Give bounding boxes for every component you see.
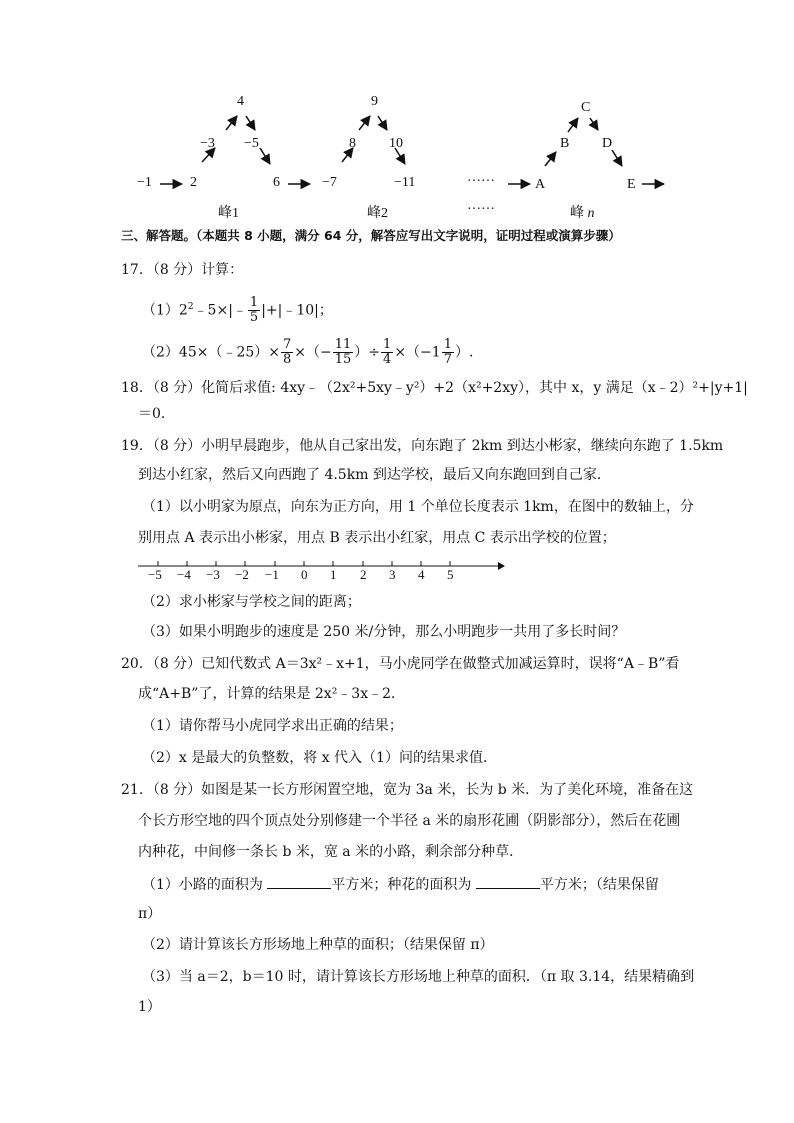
peak2-node-8: 8 xyxy=(349,136,356,151)
peak2-node-neg7: −7 xyxy=(322,175,337,190)
peakn-node-b: B xyxy=(560,136,570,151)
q20-part1: （1）请你帮马小虎同学求出正确的结果； xyxy=(142,718,403,734)
q21-part1-cont: π） xyxy=(138,906,162,922)
q20-line1: 20．（8 分）已知代数式 A＝3x²﹣x+1，马小虎同学在做整式加减运算时，误将“A﹣B”看 xyxy=(121,656,680,672)
q19-part1-line1: （1）以小明家为原点，向东为正方向，用 1 个单位长度表示 1km，在图中的数轴上，分 xyxy=(142,499,694,515)
axis-tick-2: 2 xyxy=(360,567,367,582)
q19-part2: （2）求小彬家与学校之间的距离； xyxy=(142,594,361,610)
axis-tick-3: 3 xyxy=(389,567,396,582)
q21-part3-line1: （3）当 a＝2，b＝10 时，请计算该长方形场地上种草的面积．（π 取 3.14，结果精确到 xyxy=(142,969,695,985)
q19-line1: 19．（8 分）小明早晨跑步，他从自己家出发，向东跑了 2km 到达小彬家，继续向东跑了 1.5km xyxy=(121,438,724,454)
ellipsis-bottom: …… xyxy=(467,198,495,213)
q21-part1: （1）小路的面积为 平方米；种花的面积为 平方米；（结果保留 xyxy=(142,874,659,895)
peakn-node-a: A xyxy=(535,177,546,192)
peak1-node-neg3: −3 xyxy=(200,136,215,151)
peakn-label: 峰 n xyxy=(570,206,595,221)
peakn-node-c: C xyxy=(581,100,591,115)
peak2-label: 峰2 xyxy=(367,206,388,221)
q21-line3: 内种花，中间修一条长 b 米，宽 a 米的小路，剩余部分种草． xyxy=(138,844,524,860)
q20-line2: 成“A+B”了，计算的结果是 2x²﹣3x﹣2． xyxy=(138,686,406,702)
axis-tick-0: 0 xyxy=(301,567,308,582)
peak1-label: 峰1 xyxy=(218,206,239,221)
axis-tick-neg4: −4 xyxy=(177,567,191,582)
q19-line2: 到达小红家，然后又向西跑了 4.5km 到达学校，最后又向东跑回到自己家． xyxy=(138,467,611,483)
axis-tick-neg2: −2 xyxy=(235,567,249,582)
blank-flower-area[interactable] xyxy=(476,874,540,889)
peak1-node-6: 6 xyxy=(273,175,280,190)
peakn-node-d: D xyxy=(602,136,613,151)
q21-part3-line2: 1） xyxy=(138,999,161,1015)
q17-part2: （2）45×（﹣25）× $\frac{7}{8}$ ×（− $\frac{11}{15}$ ）÷ $\frac{1}{4}$ ×（−1 $\frac{1}{7}$ ）. xyxy=(142,337,474,367)
section3-title: 三、解答题。（本题共 8 小题，满分 64 分，解答应写出文字说明，证明过程或演算步骤） xyxy=(121,228,621,243)
peak2-node-neg11: −11 xyxy=(394,175,416,190)
peak2-node-9: 9 xyxy=(371,94,378,109)
q17-part1: $(1)2^2﹣5\times|﹣$ $\frac{1}{5}$ |+|﹣10|； xyxy=(142,295,333,325)
peak-figure xyxy=(120,90,680,230)
axis-tick-neg1: −1 xyxy=(265,567,279,582)
peakn-node-e: E xyxy=(627,177,636,192)
q19-part3: （3）如果小明跑步的速度是 250 米/分钟，那么小明跑步一共用了多长时间？ xyxy=(142,624,626,640)
axis-tick-4: 4 xyxy=(418,567,425,582)
axis-tick-1: 1 xyxy=(330,567,337,582)
q18-line1: 18．（8 分）化简后求值: 4xy﹣（2x²+5xy﹣y²）+2（x²+2xy），其中 x，y 满足（x﹣2）²+|y+1| xyxy=(121,380,748,396)
q18-line2: ＝0． xyxy=(138,406,175,422)
peak1-node-4: 4 xyxy=(237,94,244,109)
axis-tick-neg3: −3 xyxy=(206,567,220,582)
q17-stem: 17．（8 分）计算： xyxy=(121,262,244,278)
blank-path-area[interactable] xyxy=(267,874,331,889)
axis-tick-5: 5 xyxy=(447,567,454,582)
peak1-node-neg5: −5 xyxy=(244,136,259,151)
q19-part1-line2: 别用点 A 表示出小彬家，用点 B 表示出小红家，用点 C 表示出学校的位置； xyxy=(138,530,616,546)
q20-part2: （2）x 是最大的负整数，将 x 代入（1）问的结果求值． xyxy=(142,750,497,766)
ellipsis-top: …… xyxy=(467,170,495,185)
axis-tick-neg5: −5 xyxy=(148,567,162,582)
q21-line2: 个长方形空地的四个顶点处分别修建一个半径 a 米的扇形花圃（阴影部分），然后在花圃 xyxy=(138,813,681,829)
q21-line1: 21．（8 分）如图是某一长方形闲置空地，宽为 3a 米，长为 b 米．为了美化环境，准备在这 xyxy=(121,782,694,798)
peak2-node-10: 10 xyxy=(389,136,403,151)
peak1-node-2: 2 xyxy=(190,175,197,190)
q21-part2: （2）请计算该长方形场地上种草的面积；（结果保留 π） xyxy=(142,937,494,953)
peak1-node-neg1: −1 xyxy=(137,175,152,190)
